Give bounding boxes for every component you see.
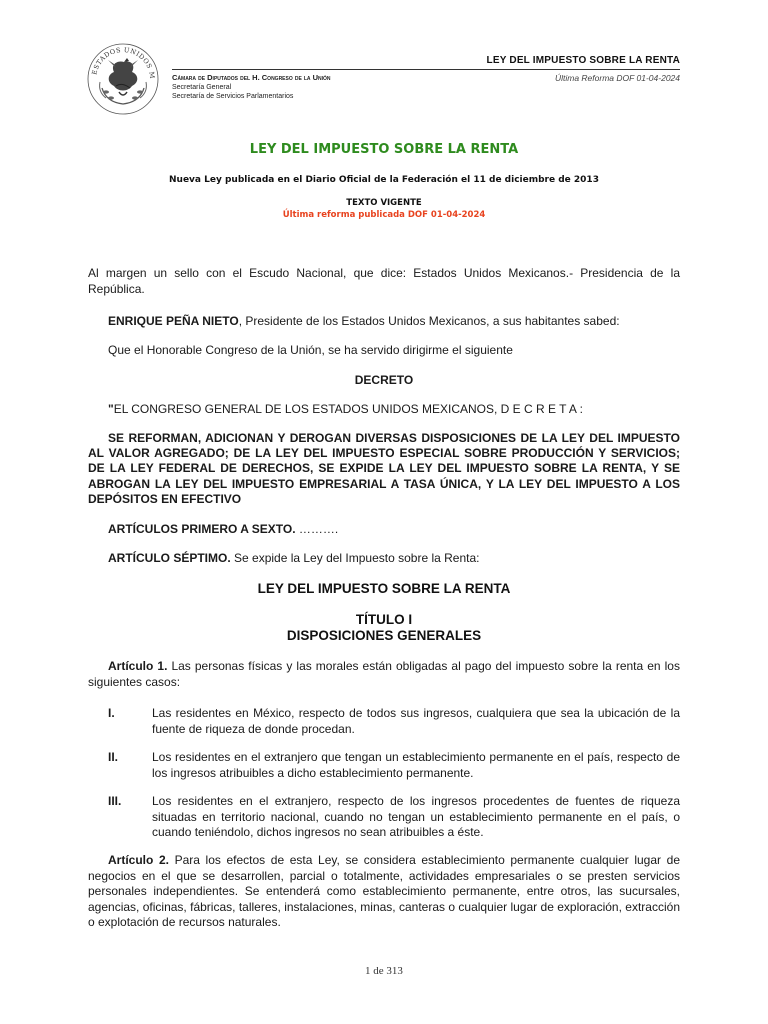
header-divider <box>172 69 680 70</box>
articulo-1-text: Las personas físicas y las morales están obligadas al pago del impuesto sobre la renta en los siguientes casos: <box>88 659 680 689</box>
president-name: ENRIQUE PEÑA NIETO <box>108 314 239 328</box>
document-title: LEY DEL IMPUESTO SOBRE LA RENTA <box>249 142 519 157</box>
titulo-heading: TÍTULO I <box>355 612 413 627</box>
articulos-primero-dots: ………. <box>295 522 339 536</box>
header-institution-block <box>172 73 331 102</box>
decreta-text: EL CONGRESO GENERAL DE LOS ESTADOS UNIDOS MEXICANOS, D E C R E T A : <box>113 402 583 416</box>
opening-quote: " <box>108 402 114 416</box>
fraction-i-number: I. <box>108 706 115 720</box>
coat-of-arms-icon <box>86 42 160 116</box>
fraction-ii-number: II. <box>108 750 119 764</box>
paragraph-articulos-primero <box>88 522 680 538</box>
decreto-heading: DECRETO <box>354 373 414 387</box>
publication-note: Nueva Ley publicada en el Diario Oficial de la Federación el 11 de diciembre de 2013 <box>169 175 599 185</box>
paragraph-articulo-2 <box>88 853 680 931</box>
law-heading: LEY DEL IMPUESTO SOBRE LA RENTA <box>257 581 511 596</box>
articulo-2-label: Artículo 2. <box>108 853 169 867</box>
paragraph-articulo-septimo <box>88 551 680 567</box>
header-institution: Cámara de Diputados del H. Congreso de la Unión <box>172 73 331 82</box>
fraction-i <box>88 706 680 737</box>
seal-text: ESTADOS UNIDOS M <box>90 45 157 80</box>
header-dept-servicios: Secretaría de Servicios Parlamentarios <box>172 93 294 100</box>
disposiciones-heading: DISPOSICIONES GENERALES <box>286 628 482 643</box>
header-law-title: LEY DEL IMPUESTO SOBRE LA RENTA <box>486 55 680 66</box>
page-number: 1 de 313 <box>365 965 403 977</box>
texto-vigente-label: TEXTO VIGENTE <box>346 198 422 208</box>
paragraph-margen: Al margen un sello con el Escudo Nacional, que dice: Estados Unidos Mexicanos.- Presidencia de la República. <box>88 266 680 296</box>
fraction-iii <box>88 794 680 841</box>
ultima-reforma-label: Última reforma publicada DOF 01-04-2024 <box>282 210 486 220</box>
paragraph-congreso: Que el Honorable Congreso de la Unión, se ha servido dirigirme el siguiente <box>108 343 513 357</box>
fraction-iii-text: Los residentes en el extranjero, respecto de los ingresos procedentes de fuentes de riqueza situadas en territorio nacional, cuando no tengan un establecimiento permanente en el país, o cuando teniéndolo, dichos ingresos no sean atribuibles a éste. <box>152 794 680 839</box>
header-reform-date: Última Reforma DOF 01-04-2024 <box>554 73 680 83</box>
fraction-iii-number: III. <box>108 794 122 808</box>
articulo-1-label: Artículo 1. <box>108 659 168 673</box>
articulo-septimo-text: Se expide la Ley del Impuesto sobre la Renta: <box>230 551 480 565</box>
paragraph-articulo-1 <box>88 659 680 690</box>
header-dept-general: Secretaría General <box>172 83 232 91</box>
fraction-ii <box>88 750 680 781</box>
articulo-2-text: Para los efectos de esta Ley, se considera establecimiento permanente cualquier lugar de negocios en el que se desarrollen, parcial o totalmente, actividades empresariales o se presten servicios personales independientes. Se entenderá como establecimiento permanente, entre otros, las sucursales, agencias, oficinas, fábricas, talleres, instalaciones, minas, canteras o cualquier lugar de exploración, extracción o explotación de recursos naturales. <box>88 853 680 929</box>
header-law-title-block <box>320 55 680 69</box>
articulo-septimo-label: ARTÍCULO SÉPTIMO. <box>108 551 231 565</box>
fraction-ii-text: Los residentes en el extranjero que tengan un establecimiento permanente en el país, respecto de los ingresos atribuibles a dicho establecimiento permanente. <box>152 750 680 780</box>
paragraph-president <box>88 314 680 330</box>
paragraph-reforman: SE REFORMAN, ADICIONAN Y DEROGAN DIVERSAS DISPOSICIONES DE LA LEY DEL IMPUESTO AL VALOR AGREGADO; DE LA LEY DEL IMPUESTO ESPECIAL SOBRE PRODUCCIÓN Y SERVICIOS; DE LA LEY FEDERAL DE DERECHOS, SE EXPIDE LA LEY DEL IMPUESTO SOBRE LA RENTA, Y SE ABROGAN LA LEY DEL IMPUESTO EMPRESARIAL A TASA ÚNICA, Y LA LEY DEL IMPUESTO A LOS DEPÓSITOS EN EFECTIVO <box>88 431 680 506</box>
paragraph-decreta <box>88 402 680 418</box>
president-text: , Presidente de los Estados Unidos Mexicanos, a sus habitantes sabed: <box>238 314 620 328</box>
articulos-primero-label: ARTÍCULOS PRIMERO A SEXTO. <box>108 522 296 536</box>
fraction-i-text: Las residentes en México, respecto de todos sus ingresos, cualquiera que sea la ubicación de la fuente de riqueza de donde procedan. <box>152 706 680 736</box>
